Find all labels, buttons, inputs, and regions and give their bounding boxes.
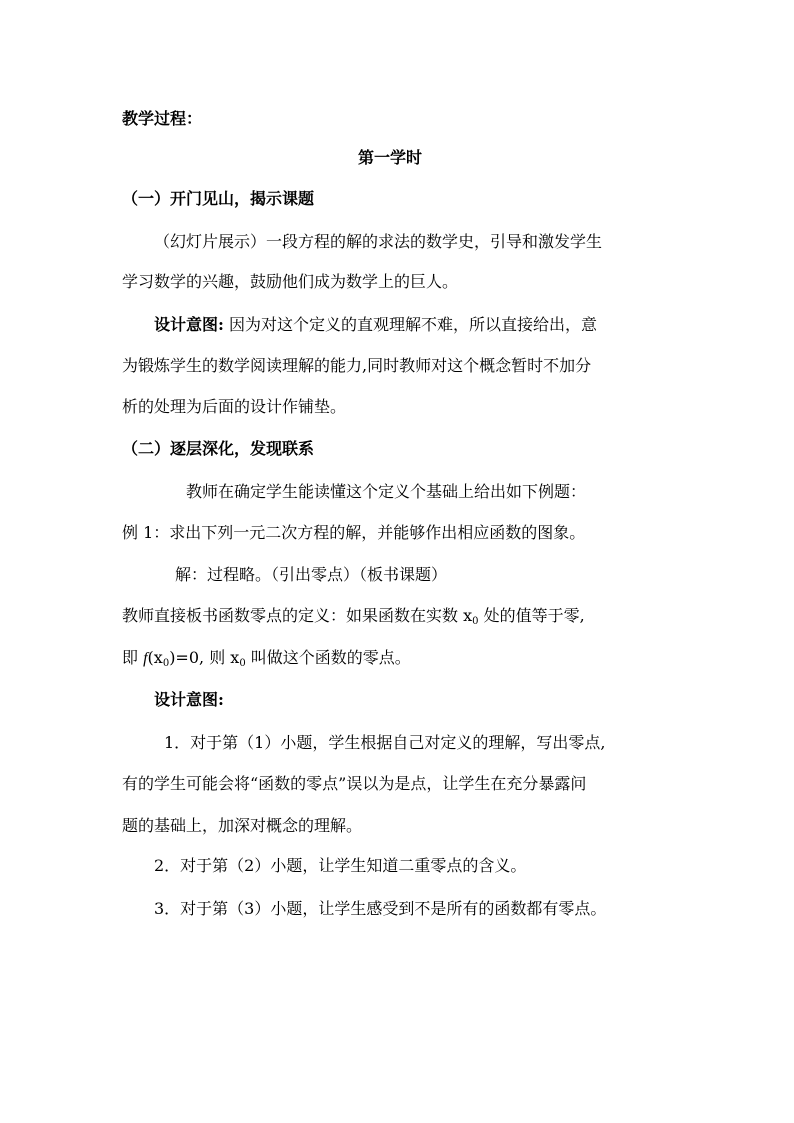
section1-paragraph-line1: （幻灯片展示）一段方程的解的求法的数学史，引导和激发学生 [154,232,603,251]
function-symbol: f [143,650,148,667]
section2-intent-label: 设计意图: [154,690,224,709]
page-heading: 教学过程： [122,109,203,128]
definition-line2 [122,647,411,670]
section1-intent-text1: 因为对这个定义的直观理解不难，所以直接给出，意 [223,315,598,334]
definition-subscript: 0 [472,616,479,627]
lesson-title: 第一学时 [358,148,423,167]
definition2-text-b: (x [147,648,163,667]
section2-title: （二）逐层深化，发现联系 [122,439,315,458]
item3: 3．对于第（3）小题，让学生感受到不是所有的函数都有零点。 [154,899,607,918]
item2: 2．对于第（2）小题，让学生知道二重零点的含义。 [154,856,527,875]
section1-intent-label: 设计意图: [154,315,224,334]
item1-line2: 有的学生可能会将“函数的零点”误以为是点，让学生在充分暴露问 [122,774,587,793]
section1-title: （一）开门见山，揭示课题 [122,189,315,208]
solution-line: 解：过程略。（引出零点）（板书课题） [175,565,448,584]
item1-line3: 题的基础上，加深对概念的理解。 [122,816,363,835]
section1-intent-line3: 析的处理为后面的设计作铺垫。 [122,397,347,416]
section1-intent-line1 [154,314,597,336]
definition-line1 [122,605,585,627]
section1-paragraph-line2: 学习数学的兴趣，鼓励他们成为数学上的巨人。 [122,272,459,291]
definition2-text-d: 叫做这个函数的零点。 [245,648,411,667]
definition2-text-a: 即 [122,648,144,667]
definition-text-a: 教师直接板书函数零点的定义：如果函数在实数 x [122,606,473,625]
definition2-subscript2: 0 [239,658,246,669]
item1-line1: 1．对于第（1）小题，学生根据自己对定义的理解，写出零点, [164,733,606,752]
definition2-subscript: 0 [162,658,170,669]
section1-intent-line2: 为锻炼学生的数学阅读理解的能力,同时教师对这个概念暂时不加分 [122,356,592,375]
example-1: 例 1：求出下列一元二次方程的解，并能够作出相应函数的图象。 [122,523,586,542]
section2-intro: 教师在确定学生能读懂这个定义个基础上给出如下例题： [186,482,587,501]
definition-text-b: 处的值等于零, [478,606,585,625]
definition2-text-c: )=0, 则 x [169,648,240,667]
